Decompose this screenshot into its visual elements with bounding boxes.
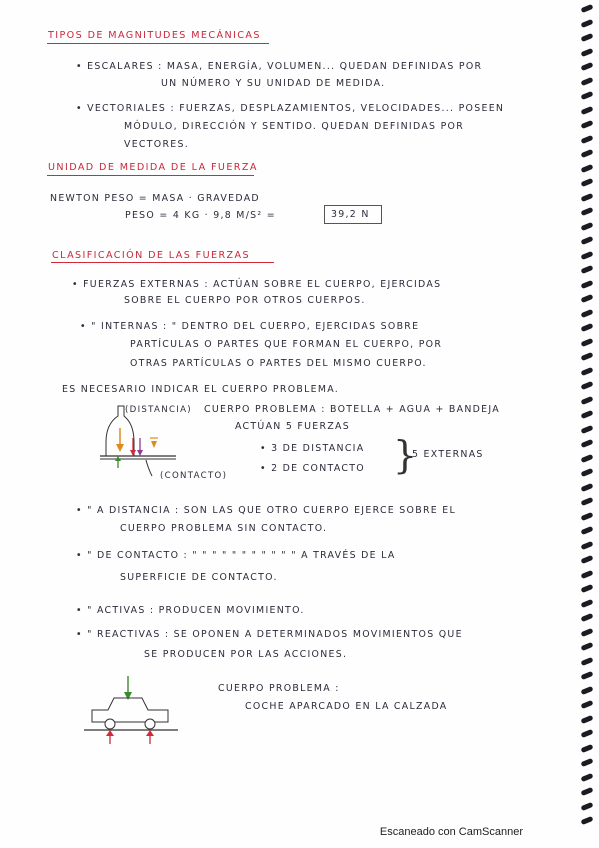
spiral-ring [581,743,594,752]
vectoriales-line-2: MÓDULO, DIRECCIÓN Y SENTIDO. QUEDAN DEFINIDAS POR [124,121,465,132]
spiral-ring [581,685,594,694]
coche-line-2: COCHE APARCADO EN LA CALZADA [245,701,448,712]
unidad-title-underline [47,175,254,176]
spiral-ring [581,4,594,13]
spiral-ring [581,323,594,332]
internas-line-1: • " INTERNAS : " DENTRO DEL CUERPO, EJERCIDAS SOBRE [80,321,420,332]
coche-line-1: CUERPO PROBLEMA : [218,683,340,694]
clasificacion-title: CLASIFICACIÓN DE LAS FUERZAS [52,250,250,261]
camscanner-watermark: Escaneado con CamScanner [379,826,523,838]
spiral-ring [581,163,594,172]
spiral-ring [581,33,594,42]
vectoriales-line-3: VECTORES. [124,139,190,150]
brace-symbol: } [393,433,418,477]
spiral-ring [581,381,594,390]
spiral-ring [581,729,594,738]
spiral-ring [581,236,594,245]
spiral-ring [581,294,594,303]
spiral-ring [581,511,594,520]
spiral-ring [581,120,594,129]
spiral-ring [581,540,594,549]
spiral-ring [581,221,594,230]
vectoriales-line-1: • VECTORIALES : FUERZAS, DESPLAZAMIENTOS, VELOCIDADES... POSEEN [76,103,505,114]
spiral-ring [581,149,594,158]
spiral-ring [581,497,594,506]
escalares-line-2: UN NÚMERO Y SU UNIDAD DE MEDIDA. [161,78,386,89]
escalares-line-1: • ESCALARES : MASA, ENERGÍA, VOLUMEN... QUEDAN DEFINIDAS POR [76,61,483,72]
magnitudes-title: TIPOS DE MAGNITUDES MECÁNICAS [48,30,261,41]
spiral-ring [581,801,594,810]
spiral-ring [581,134,594,143]
car-diagram [84,674,184,754]
spiral-ring [581,91,594,100]
spiral-ring [581,366,594,375]
spiral-ring [581,410,594,419]
spiral-ring [581,671,594,680]
internas-line-3: OTRAS PARTÍCULAS O PARTES DEL MISMO CUERPO. [130,358,427,369]
spiral-ring [581,250,594,259]
externas-line-1: • FUERZAS EXTERNAS : ACTÚAN SOBRE EL CUERPO, EJERCIDAS [72,279,442,290]
spiral-ring [581,584,594,593]
externas-line-2: SOBRE EL CUERPO POR OTROS CUERPOS. [124,295,366,306]
magnitudes-title-underline [47,43,269,44]
spiral-ring [581,613,594,622]
spiral-ring [581,816,594,825]
spiral-ring [581,395,594,404]
fuerzas-distancia: • 3 DE DISTANCIA [260,443,365,454]
cuerpo-problema-line-1: CUERPO PROBLEMA : BOTELLA + AGUA + BANDEJA [204,404,501,415]
spiral-ring [581,192,594,201]
spiral-ring [581,700,594,709]
internas-line-2: PARTÍCULAS O PARTES QUE FORMAN EL CUERPO, POR [130,339,443,350]
spiral-binding [577,0,593,848]
spiral-ring [581,714,594,723]
spiral-ring [581,468,594,477]
spiral-ring [581,308,594,317]
externas-total: 5 EXTERNAS [412,449,484,460]
diagram-label-contacto: (CONTACTO) [160,471,228,481]
spiral-ring [581,62,594,71]
diagram-label-distancia: (DISTANCIA) [125,405,192,415]
a-distancia-line-2: CUERPO PROBLEMA SIN CONTACTO. [120,523,328,534]
de-contacto-line-1: • " DE CONTACTO : " " " " " " " " " " " A TRAVÉS DE LA [76,550,396,561]
spiral-ring [581,772,594,781]
de-contacto-line-2: SUPERFICIE DE CONTACTO. [120,572,278,583]
spiral-ring [581,352,594,361]
spiral-ring [581,627,594,636]
spiral-ring [581,47,594,56]
spiral-ring [581,439,594,448]
unidad-title: UNIDAD DE MEDIDA DE LA FUERZA [48,162,258,173]
spiral-ring [581,76,594,85]
reactivas-line-2: SE PRODUCEN POR LAS ACCIONES. [144,649,348,660]
spiral-ring [581,526,594,535]
spiral-ring [581,482,594,491]
newton-line: NEWTON PESO = MASA · GRAVEDAD [50,193,260,204]
a-distancia-line-1: • " A DISTANCIA : SON LAS QUE OTRO CUERPO EJERCE SOBRE EL [76,505,457,516]
necesario-line: ES NECESARIO INDICAR EL CUERPO PROBLEMA. [62,384,340,395]
spiral-ring [581,758,594,767]
spiral-ring [581,555,594,564]
spiral-ring [581,279,594,288]
spiral-ring [581,656,594,665]
spiral-ring [581,598,594,607]
activas-line: • " ACTIVAS : PRODUCEN MOVIMIENTO. [76,605,305,616]
reactivas-line-1: • " REACTIVAS : SE OPONEN A DETERMINADOS MOVIMIENTOS QUE [76,629,463,640]
cuerpo-problema-line-2: ACTÚAN 5 FUERZAS [235,421,351,432]
spiral-ring [581,337,594,346]
spiral-ring [581,424,594,433]
spiral-ring [581,18,594,27]
clasificacion-title-underline [51,262,274,263]
spiral-ring [581,569,594,578]
peso-result: 39,2 N [331,209,370,220]
spiral-ring [581,787,594,796]
spiral-ring [581,178,594,187]
spiral-ring [581,642,594,651]
spiral-ring [581,265,594,274]
fuerzas-contacto: • 2 DE CONTACTO [260,463,365,474]
spiral-ring [581,207,594,216]
peso-line: PESO = 4 KG · 9,8 M/S² = [125,210,276,221]
spiral-ring [581,105,594,114]
spiral-ring [581,453,594,462]
